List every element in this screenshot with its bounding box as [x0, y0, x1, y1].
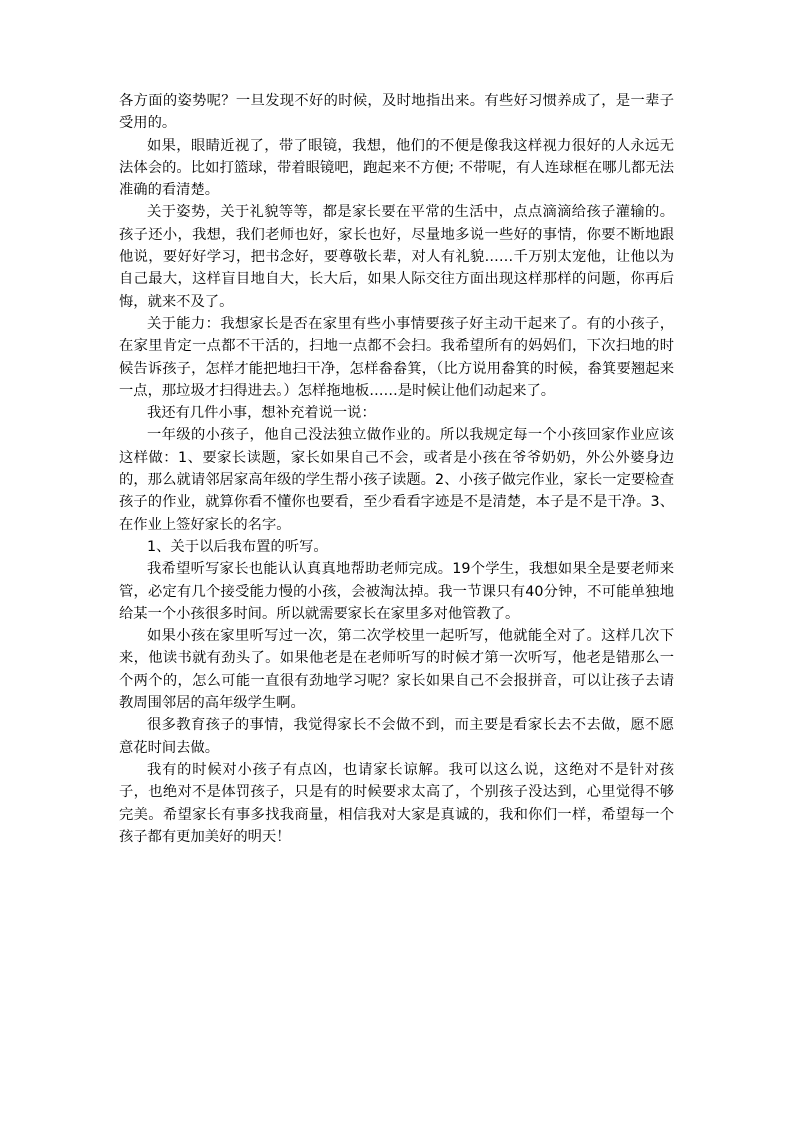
paragraph: 关于姿势，关于礼貌等等，都是家长要在平常的生活中，点点滴滴给孩子灌输的。孩子还小，我想，我们老师也好，家长也好，尽量地多说一些好的事情，你要不断地跟他说，要好好学习，把书念好，要尊敬长辈，对人有礼貌……千万别太宠他，让他以为自己最大，这样盲目地自大，长大后，如果人际交往方面出现这样那样的问题，你再后悔，就来不及了。 — [119, 204, 674, 310]
document-body — [119, 90, 674, 848]
paragraph: 我还有几件小事，想补充着说一说： — [147, 405, 376, 422]
paragraph: 各方面的姿势呢？一旦发现不好的时候，及时地指出来。有些好习惯养成了，是一辈子受用的。 — [119, 93, 674, 132]
paragraph: 1、关于以后我布置的听写。 — [147, 538, 328, 555]
paragraph: 如果小孩在家里听写过一次，第二次学校里一起听写，他就能全对了。这样几次下来，他读书就有劲头了。如果他老是在老师听写的时候才第一次听写，他老是错那么一个两个的，怎么可能一直很有劲地学习呢？家长如果自己不会报拼音，可以让孩子去请教周围邻居的高年级学生啊。 — [119, 628, 674, 712]
paragraph: 关于能力：我想家长是否在家里有些小事情要孩子好主动干起来了。有的小孩子，在家里肯定一点都不干活的，扫地一点都不会扫。我希望所有的妈妈们，下次扫地的时候告诉孩子，怎样才能把地扫干净，怎样畚畚箕，（比方说用畚箕的时候，畚箕要翘起来一点，那垃圾才扫得进去。）怎样拖地板……是时候让他们动起来了。 — [119, 315, 674, 399]
paragraph: 我希望听写家长也能认认真真地帮助老师完成。19个学生，我想如果全是要老师来管，必定有几个接受能力慢的小孩，会被淘汰掉。我一节课只有40分钟，不可能单独地给某一个小孩很多时间。所以就需要家长在家里多对他管教了。 — [119, 561, 674, 622]
paragraph: 我有的时候对小孩子有点凶，也请家长谅解。我可以这么说，这绝对不是针对孩子，也绝对不是体罚孩子，只是有的时候要求太高了，个别孩子没达到，心里觉得不够完美。希望家长有事多找我商量，相信我对大家是真诚的，我和你们一样，希望每一个孩子都有更加美好的明天！ — [119, 761, 674, 845]
paragraph: 如果，眼睛近视了，带了眼镜，我想，他们的不便是像我这样视力很好的人永远无法体会的。比如打篮球，带着眼镜吧，跑起来不方便; 不带呢，有人连球框在哪儿都无法准确的看清楚。 — [119, 137, 674, 199]
paragraph: 很多教育孩子的事情，我觉得家长不会做不到，而主要是看家长去不去做，愿不愿意花时间去做。 — [119, 717, 674, 756]
paragraph: 一年级的小孩子，他自己没法独立做作业的。所以我规定每一个小孩回家作业应该这样做：1、要家长读题，家长如果自己不会，或者是小孩在爷爷奶奶，外公外婆身边的，那么就请邻居家高年级的学生帮小孩子读题。2、小孩子做完作业，家长一定要检查孩子的作业，就算你看不懂你也要看，至少看看字迹是不是清楚，本子是不是干净。3、在作业上签好家长的名字。 — [119, 427, 674, 533]
